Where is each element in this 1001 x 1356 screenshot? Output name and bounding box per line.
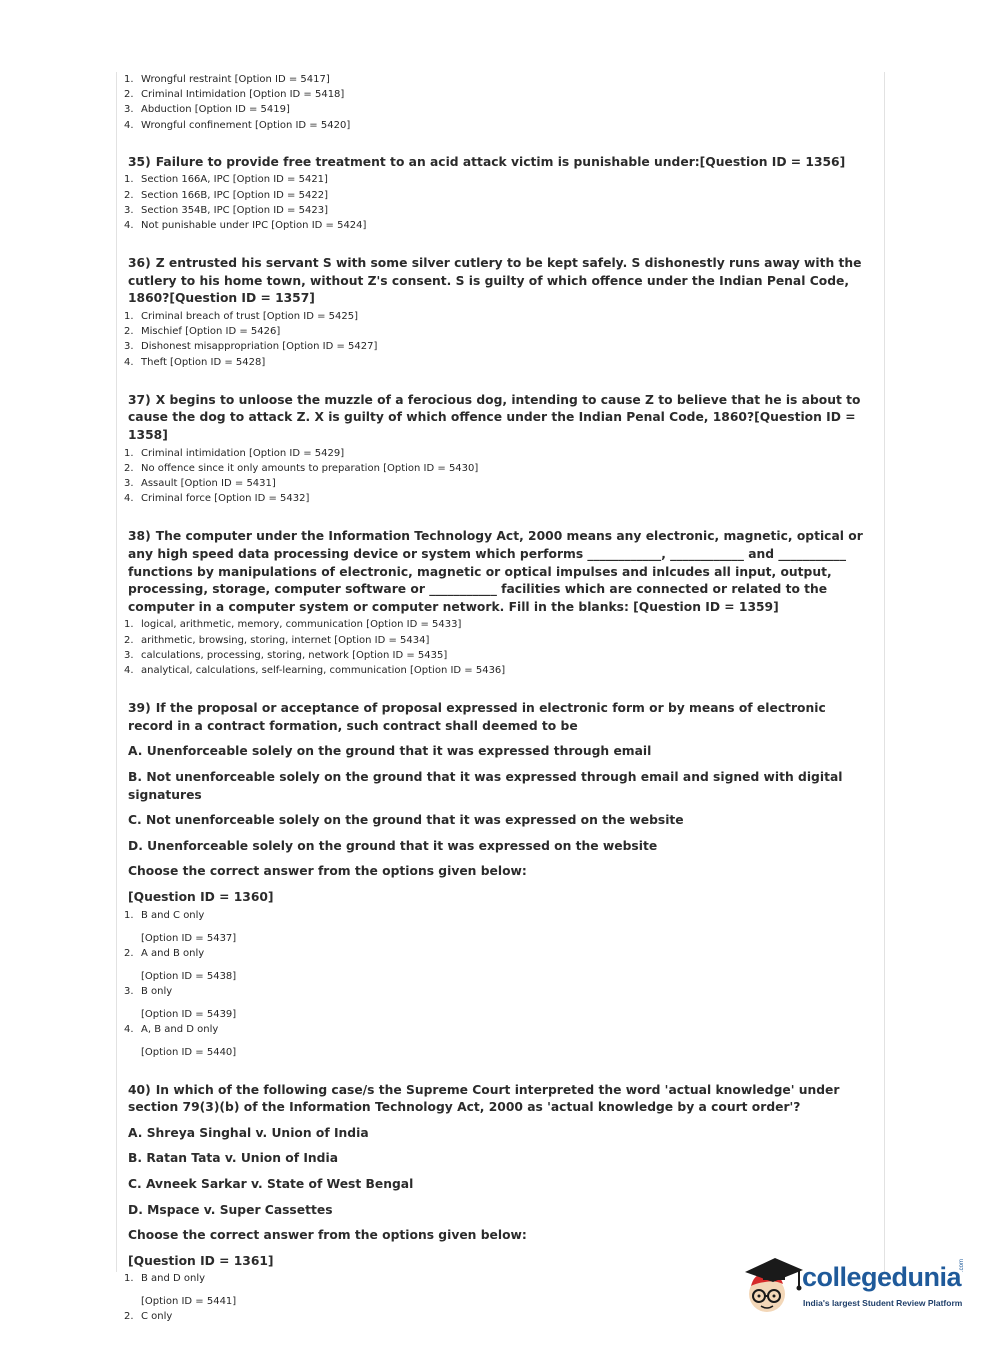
option-item: 2. Mischief [Option ID = 5426] [124,326,281,338]
question-id: [Question ID = 1361] [128,1253,274,1268]
statement: D. Mspace v. Super Cassettes [128,1202,333,1217]
question-39: 39) If the proposal or acceptance of proposal expressed in electronic form or by means of electronic record in a contract formation, such contract shall deemed to be [128,701,826,733]
option-id: [Option ID = 5441] [141,1296,237,1308]
option-item: 3. Abduction [Option ID = 5419] [124,104,290,116]
statement: C. Not unenforceable solely on the ground that it was expressed on the website [128,813,684,828]
q38-options [124,617,869,678]
choose-instruction: Choose the correct answer from the options given below: [128,864,527,879]
option-item: 3. Section 354B, IPC [Option ID = 5423] [124,204,328,216]
question-38: 38) The computer under the Information Technology Act, 2000 means any electronic, magnetic, optical or any high speed data processing device or system which performs ____________, ____________ and ___________ functions by manipulations of electronic, magnetic or optical impulses and inlcudes all input, output, processing, storage, computer software or ___________ facilities which are connected or related to the computer in a computer system or computer network. Fill in the blanks: [Question ID = 1359] [128,529,863,614]
logo-domain-suffix: .com [959,1258,965,1272]
option-item: 3. calculations, processing, storing, network [Option ID = 5435] [124,649,448,661]
q35-options [124,172,869,233]
logo-wordmark: collegedunia [802,1262,962,1292]
right-margin-rule [884,72,885,1272]
option-item: 2. Criminal Intimidation [Option ID = 5418] [124,89,345,101]
option-item: 2. Section 166B, IPC [Option ID = 5422] [124,189,328,201]
question-id: [Question ID = 1360] [128,889,274,904]
statement: A. Shreya Singhal v. Union of India [128,1125,369,1140]
option-item: 4. Criminal force [Option ID = 5432] [124,493,310,505]
option-item: 4. A, B and D only [124,1023,219,1035]
mascot-graduation-cap-icon [741,1250,805,1316]
option-item: 1. Section 166A, IPC [Option ID = 5421] [124,174,328,186]
option-item: 1. Criminal intimidation [Option ID = 5429] [124,447,345,459]
option-item: 1. Criminal breach of trust [Option ID = 5425] [124,311,359,322]
choose-instruction: Choose the correct answer from the options given below: [128,1228,527,1243]
option-item: 4. Not punishable under IPC [Option ID = 5424] [124,220,367,232]
statement: D. Unenforceable solely on the ground that it was expressed on the website [128,838,658,853]
statement: B. Not unenforceable solely on the ground that it was expressed through email and signed with digital signatures [128,769,843,802]
option-item: 2. A and B only [124,947,205,959]
statement: C. Avneek Sarkar v. State of West Bengal [128,1176,414,1191]
option-id: [Option ID = 5438] [141,970,237,982]
option-item: 1. Wrongful restraint [Option ID = 5417] [124,74,330,85]
option-id: [Option ID = 5439] [141,1008,237,1020]
option-item: 1. logical, arithmetic, memory, communication [Option ID = 5433] [124,619,462,631]
option-id: [Option ID = 5437] [141,932,237,944]
option-item: 1. B and D only [124,1273,206,1285]
question-36: 36) Z entrusted his servant S with some silver cutlery to be kept safely. S dishonestly runs away with the cutlery to his home town, without Z's consent. S is guilty of which offence under the Indian Penal Code, 1860?[Question ID = 1357] [128,256,862,306]
option-item: 4. Wrongful confinement [Option ID = 5420] [124,119,351,131]
option-item: 4. Theft [Option ID = 5428] [124,356,266,368]
question-40: 40) In which of the following case/s the Supreme Court interpreted the word 'actual knowledge' under section 79(3)(b) of the Information Technology Act, 2000 as 'actual knowledge by a court order'? [128,1082,840,1115]
option-item: 2. arithmetic, browsing, storing, internet [Option ID = 5434] [124,634,430,646]
option-item: 2. C only [124,1311,173,1323]
option-item: 4. analytical, calculations, self-learning, communication [Option ID = 5436] [124,664,506,676]
option-item: 2. No offence since it only amounts to preparation [Option ID = 5430] [124,462,479,474]
question-content [124,72,869,1324]
q34-options [124,72,869,133]
q39-options [124,908,869,1060]
option-id: [Option ID = 5440] [141,1046,237,1058]
left-margin-rule [116,72,117,1272]
statement: B. Ratan Tata v. Union of India [128,1151,338,1166]
option-item: 3. Dishonest misappropriation [Option ID = 5427] [124,341,378,353]
question-37: 37) X begins to unloose the muzzle of a ferocious dog, intending to cause Z to believe that he is about to cause the dog to attack Z. X is guilty of which offence under the Indian Penal Code, 1860?[Question ID = 1358] [128,392,861,442]
q37-options [124,446,869,507]
collegedunia-logo[interactable] [741,1250,971,1320]
q36-options [124,309,869,370]
question-35: 35) Failure to provide free treatment to an acid attack victim is punishable under:[Question ID = 1356] [128,154,846,169]
option-item: 3. B only [124,985,173,997]
statement: A. Unenforceable solely on the ground that it was expressed through email [128,744,652,759]
option-item: 1. B and C only [124,909,205,921]
option-item: 3. Assault [Option ID = 5431] [124,478,276,489]
logo-tagline: India's largest Student Review Platform [803,1298,963,1308]
